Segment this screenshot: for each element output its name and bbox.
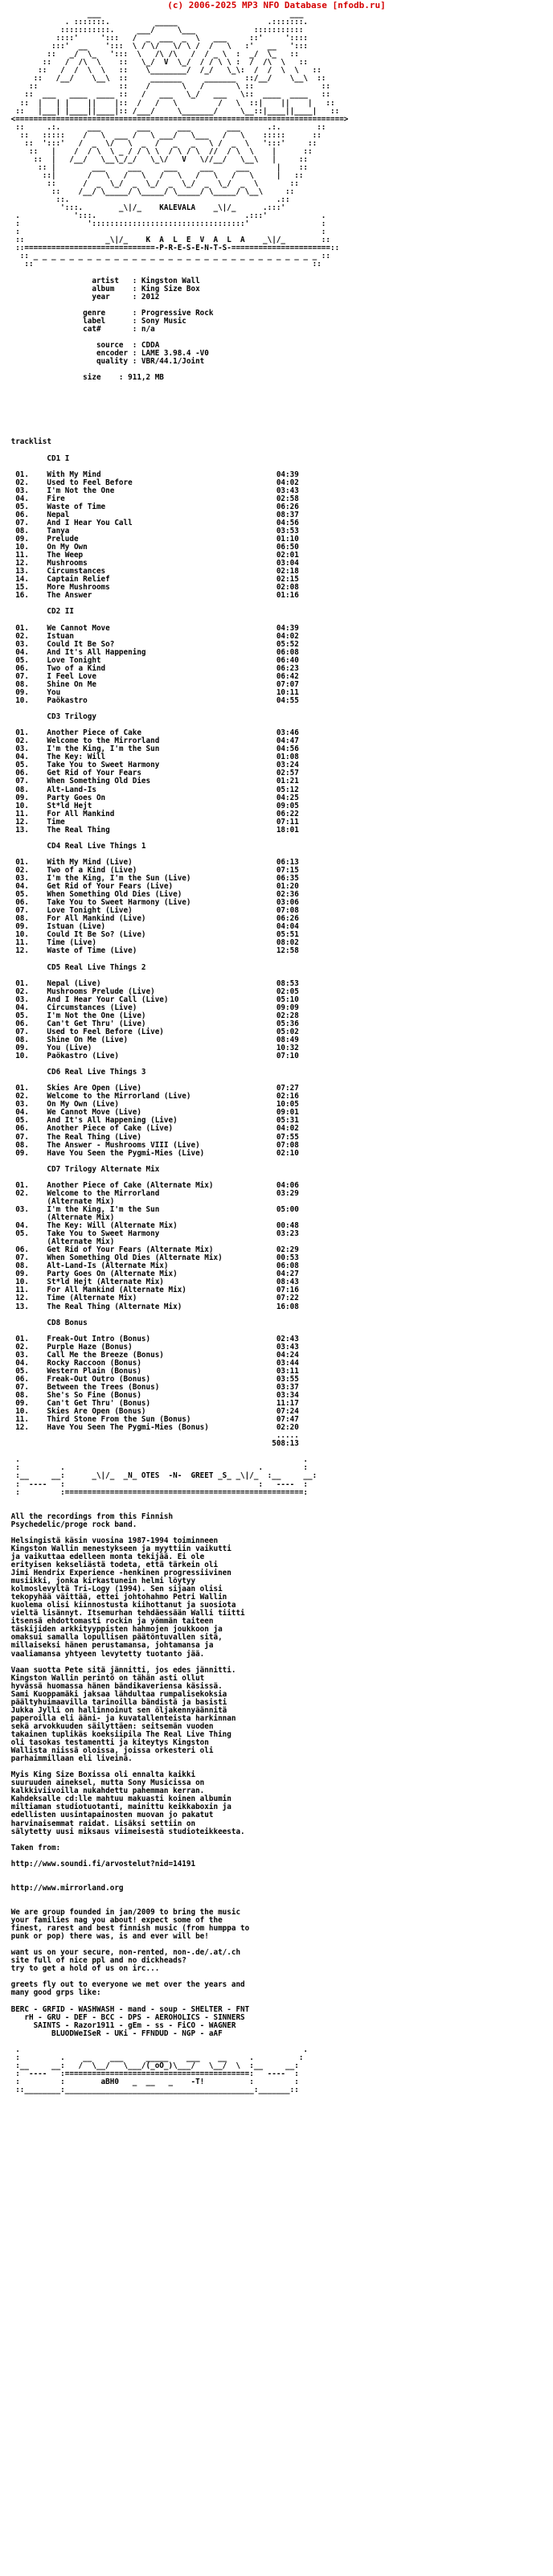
copyright-header: (c) 2006-2025 MP3 NFO Database [nfodb.ru] [167, 0, 386, 10]
nfo-text: ___ ___ . :::::::. _____ .:::::::. :::::::::::. ___/ \___ ::::::::::: ::::' '::: / _ ___ _ \ ___ ::' ':::: :::' __ '::: \ / \/ \/ \ / / \ :' __ '::: :: _/ \_ '::: \ /\ /\ / / _ \ : _/ \_ :: :: / /\ \ :: \_/ V \_/ / / \ \ : / /\ \ :: :: / / \ \ :: \________/ /_/ \_\: / / \ \ :: :: /__/ \__\ :: _______ _______ ::/__/ \__\ :: :: :: / \ / \ :: :: :: ___ ____ ____ :: / ___ \_/ ___ \:: ____ ____ :: :: | | | || |:: / / \ / \ ::| || | :: :: |___| |____||____|:: /___/ \_______/ \__::|____||____| :: <=========================================================================> :: .:. ___ ___ ___ ___ .:. :: :: ::::: / \ ___ / \ ___/ \___ / \ ::::: :: :: ':::' / _ \/ \ _ / _ _ \ / _ \ ':::' :: :: | / / \ \ _ / / \ \ / \ / \ // / \ \ | :: :: | /__/ \__\_/_/ \_\/ V \//__/ \__\ | :: :: | ___ ___ ___ ___ ___ | :: ::| / \ / \ / \ / \ / \ | :: :: / _ \_/ _ \_/ _ \_/ _ \_/ _ \ :: :: /__/ \_____/ \_____/ \_____/ \_____/ \__\ :: ::. .:: ':::. _\|/_ KALEVALA _\|/_ .:::' . ':::. .:::' . : '::::::::::::::::::::::::::::::::::' : : : :: _\|/_ K A L E V A L A _\|/_ :: ::=============================-P-R-E-S-E-N-T-S-======================:: :: _ _ _ _ _ _ _ _ _ _ _ _ _ _ _ _ _ _ _ _ _ _ _ _ _ _ _ _ _ _ _ _ :: :: :: artist : Kingston Wall album : King Size Box year : 2012 genre : Progressive Rock label : Sony Music cat# : n/a source : CDDA encoder : LAME 3.98.4 -V0 quality : VBR/44.1/Joint size : 911,2 MB tracklist CD1 I 01. With My Mind 04:39 02. Used to Feel Before 04:02 03. I'm Not the One 03:43 04. Fire 02:58 05. Waste of Time 06:26 06. Nepal 08:37 07. And I Hear You Call 04:56 08. Tanya 03:53 09. Prelude 01:10 10. On My Own 06:50 11. The Weep 02:01 12. Mushrooms 03:04 13. Circumstances 02:18 14. Captain Relief 02:15 15. More Mushrooms 02:08 16. The Answer 01:16 CD2 II 01. We Cannot Move 04:39 02. Istuan 04:02 03. Could It Be So? 05:52 04. And It's All Happening 06:08 05. Love Tonight 06:40 06. Two of a Kind 06:23 07. I Feel Love 06:42 08. Shine On Me 07:07 09. You 10:11 10. Paökastro 04:55 CD3 Trilogy 01. Another Piece of Cake 03:46 02. Welcome to the Mirrorland 04:47 03. I'm the King, I'm the Sun 04:56 04. The Key: Will 01:08 05. Take You to Sweet Harmony 03:24 06. Get Rid of Your Fears 02:57 07. When Something Old Dies 01:21 08. Alt-Land-Is 05:12 09. Party Goes On 04:25 10. St*ld Hejt 09:05 11. For All Mankind 06:22 12. Time 07:11 13. The Real Thing 18:01 CD4 Real Live Things 1 01. With My Mind (Live) 06:13 02. Two of a Kind (Live) 07:15 03. I'm the King, I'm the Sun (Live) 06:35 04. Get Rid of Your Fears (Live) 01:20 05. When Something Old Dies (Live) 02:36 06. Take You to Sweet Harmony (Live) 03:06 07. Love Tonight (Live) 07:08 08. For All Mankind (Live) 06:26 09. Istuan (Live) 04:04 10. Could It Be So? (Live) 05:51 11. Time (Live) 08:02 12. Waste of Time (Live) 12:58 CD5 Real Live Things 2 01. Nepal (Live) 08:53 02. Mushrooms Prelude (Live) 02:05 03. And I Hear Your Call (Live) 05:10 04. Circumstances (Live) 09:09 05. I'm Not the One (Live) 02:28 06. Can't Get Thru' (Live) 05:36 07. Used to Feel Before (Live) 05:02 08. Shine On Me (Live) 08:49 09. You (Live) 10:32 10. Paökastro (Live) 07:10 CD6 Real Live Things 3 01. Skies Are Open (Live) 07:27 02. Welcome to the Mirrorland (Live) 02:16 03. On My Own (Live) 10:05 04. We Cannot Move (Live) 09:01 05. And It's All Happening (Live) 05:31 06. Another Piece of Cake (Live) 04:02 07. The Real Thing (Live) 07:55 08. The Answer - Mushrooms VIII (Live) 07:08 09. Have You Seen the Pygmi-Mies (Live) 02:10 CD7 Trilogy Alternate Mix 01. Another Piece of Cake (Alternate Mix) 04:06 02. Welcome to the Mirrorland 03:29 (Alternate Mix) 03. I'm the King, I'm the Sun 05:00 (Alternate Mix) 04. The Key: Will (Alternate Mix) 00:48 05. Take You to Sweet Harmony 03:23 (Alternate Mix) 06. Get Rid of Your Fears (Alternate Mix) 02:29 07. When Something Old Dies (Alternate Mix) 00:53 08. Alt-Land-Is (Alternate Mix) 06:08 09. Party Goes On (Alternate Mix) 04:27 10. St*ld Hejt (Alternate Mix) 08:43 11. For All Mankind (Alternate Mix) 07:16 12. Time (Alternate Mix) 07:22 13. The Real Thing (Alternate Mix) 16:08 CD8 Bonus 01. Freak-Out Intro (Bonus) 02:43 02. Purple Haze (Bonus) 03:43 03. Call Me the Breeze (Bonus) 04:24 04. Rocky Raccoon (Bonus) 03:44 05. Western Plain (Bonus) 03:11 06. Freak-Out Outro (Bonus) 03:55 07. Between the Trees (Bonus) 03:37 08. She's So Fine (Bonus) 03:34 09. Can't Get Thru' (Bonus) 11:17 10. Skies Are Open (Bonus) 07:24 11. Third Stone From the Sun (Bonus) 07:47 12. Have You Seen The Pygmi-Mies (Bonus) 02:20 ..... 508:13 . . : . . : :__ __: _\|/_ _N_ OTES -N- GREET _S_ _\|/_ :__ __: : ---- : : ---- : : :=====================================================: All the recordings from this Finnish Psychedelic/proge rock band. Helsingistä käsin vuosina 1987-1994 toiminneen Kingston Wallin menestykseen ja myyttiin vaikutti ja vaikuttaa edelleen monta tekijää. Ei ole erityisen kekseliästä todeta, että tärkein oli Jimi Hendrix Experience -henkinen progressiivinen musiikki, jonka kirkastunein helmi löytyy kolmoslevyltä Tri-Logy (1994). Sen sijaan olisi tekopyhää väittää, ettei johtohahmo Petri Wallin kuolema olisi kiinnostusta kiihottanut ja suosiota vieltä lisännyt. Itsemurhan tehdäessään Walli tiitti itsensä ehdottomasti rockin ja yömmän taiteen täskijiden arkkityyppisten hahmojen joukkoon ja omaksui samalla lopullisen päätöntuvallen sitä, millaiseksi hänen perustamansa, johtamansa ja vaaliamansa yhtyeen levytetty tuotanto jää. Vaan suotta Pete sitä jännitti, jos edes jännitti. Kingston Wallin perintö on tähän asti ollut hyvässä huomassa hänen bändikaveriensa käsissä. Sami Kuoppamäki jaksaa lähdultaa rumpalisekoksia päältyhuimaavilla tarinoilla bändistä ja basisti Jukka Jylli on hallinnoinut sen öljakennyäännitä paperoilla eli ääni- ja kuvatallenteista harkinnan sekä arvokkuuden säilyttäen: seitsemän vuoden takainen tuplikäs koeksiipila The Real Live Thing oli tasokas testamentti ja kiteytys Kingston Wallista niissä oloissa, joissa orkesteri oli parhaimmillaan eli liveinä. Myis King Size Boxissa oli ennalta kaikki suuruuden aineksel, mutta Sony Musicissa on kalkkiviivoilla nukahdettu pahemman kerran. Kahdeksalle cd:lle mahtuu makuasti koinen albumin miltiaman studiotuotanti, mainittu keikkaboxin ja edellisten uusintapainosten muovan jo pakatut harvinaisemmat raidat. Lisäksi settiin on sälytetty uusi miksaus viimeisestä studioteikkeesta. Taken from: http://www.soundi.fi/arvostelut?nid=14191 http://www.mirrorland.org We are group founded in jan/2009 to bring the music your families nag you about! expect some of the finest, rarest and best finnish music (from humppa to punk or pop) there was, is and ever will be! want us on your secure, non-rented, non-.de/.at/.ch site full of nice ppl and no dickheads? try to get a hold of us on irc... greets fly out to everyone we met over the years and many good grps like: BERC - GRFID - WASHWASH - mand - soup - SHELTER - FNT rH - GRU - DEF - BCC - DPS - AEROHOLICS - SINNERS SAINTS - Razor1911 - gEm - ss - FiCO - WAGNER BLUODWeISeR - UKi - FFNDUD - NGP - aAF . . : . __ ___ _____ ___ __ . : :__ __: / \__/ \___/(_oO_)\___/ \__/ \ :__ __: : ---- :=========================================: ---- : : : aBH0 _ __ _ -T! : : ::________:__________________________________________:_______:: [10, 10, 349, 2095]
